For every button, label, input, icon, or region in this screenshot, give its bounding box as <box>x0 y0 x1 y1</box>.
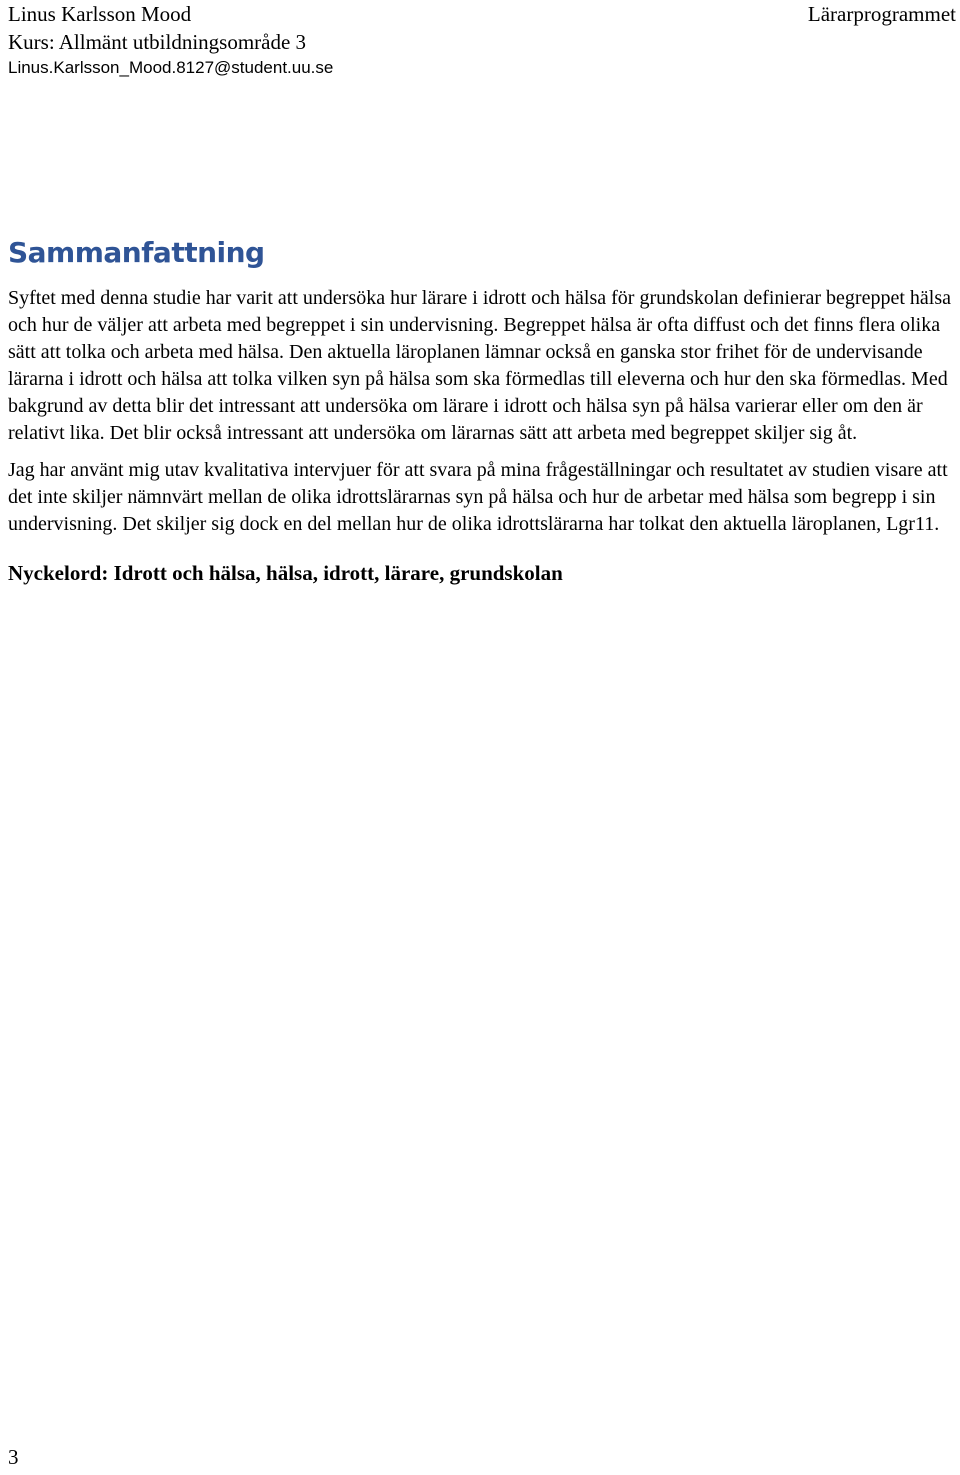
section-title: Sammanfattning <box>8 236 265 269</box>
program-name: Lärarprogrammet <box>807 2 956 26</box>
summary-paragraph-2: Jag har använt mig utav kvalitativa intervjuer för att svara på mina frågeställningar och resultatet av studien visare att det inte skiljer nämnvärt mellan de olika idrottslärarnas syn på hälsa och hur de arbetar med hälsa som begrepp i sin undervisning. Det skiljer sig dock en del mellan hur de olika idrottslärarna har tolkat den aktuella läroplanen, Lgr11. <box>8 459 948 535</box>
summary-paragraph-1: Syftet med denna studie har varit att undersöka hur lärare i idrott och hälsa för grundskolan definierar begreppet hälsa och hur de väljer att arbeta med begreppet i sin undervisning. Begreppet hälsa är ofta diffust och det finns flera olika sätt att tolka och arbeta med hälsa. Den aktuella läroplanen lämnar också en ganska stor frihet för de undervisande lärarna i idrott och hälsa att tolka vilken syn på hälsa som ska förmedlas till eleverna och hur den ska förmedlas. Med bakgrund av detta blir det intressant att undersöka om lärare i idrott och hälsa syn på hälsa varierar eller om den är relativt lika. Det blir också intressant att undersöka om lärarnas sätt att arbeta med begreppet skiljer sig åt. <box>8 287 951 444</box>
author-email: Linus.Karlsson_Mood.8127@student.uu.se <box>8 58 334 77</box>
header-author-block <box>8 0 333 80</box>
summary-body <box>8 285 956 597</box>
page-number: 3 <box>8 1445 19 1469</box>
course-name: Kurs: Allmänt utbildningsområde 3 <box>8 30 307 54</box>
author-name: Linus Karlsson Mood <box>8 2 192 26</box>
keywords-line: Nyckelord: Idrott och hälsa, hälsa, idrott, lärare, grundskolan <box>8 561 563 585</box>
